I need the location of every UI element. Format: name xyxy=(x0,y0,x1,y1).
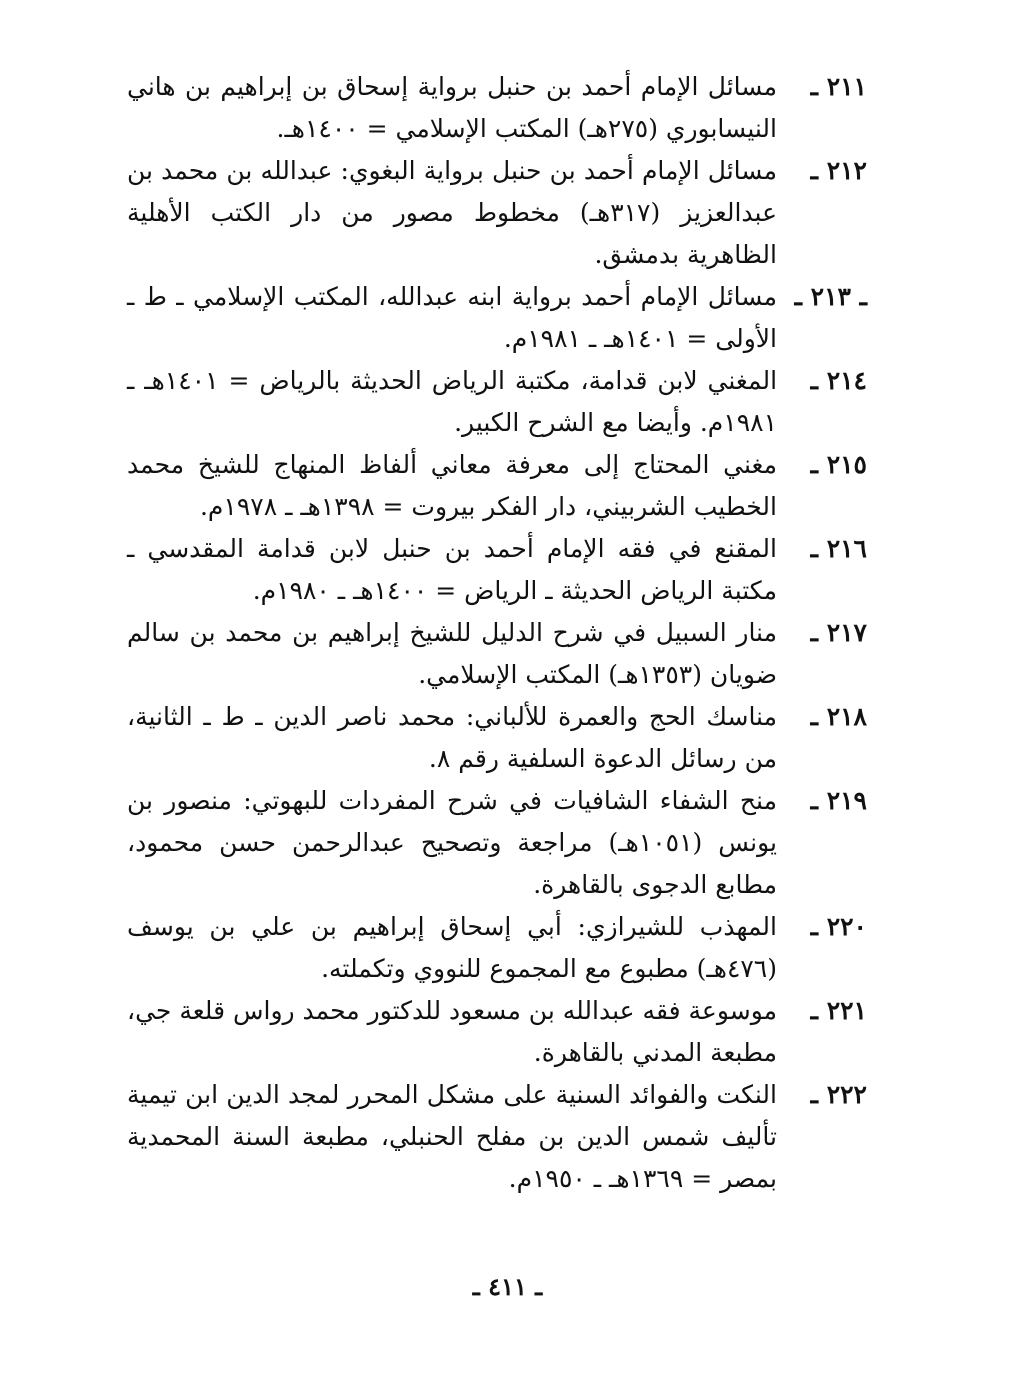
entry-text: مسائل الإمام أحمد برواية ابنه عبدالله، المكتب الإسلامي ـ ط ـ الأولى = ١٤٠١هـ ـ ١٩٨١م. xyxy=(127,282,777,353)
bibliography-entry xyxy=(127,66,867,150)
entry-text: منار السبيل في شرح الدليل للشيخ إبراهيم بن محمد بن سالم ضويان (١٣٥٣هـ) المكتب الإسلامي. xyxy=(127,618,777,689)
entry-number: ٢١٢ ـ xyxy=(810,156,867,185)
entry-text: موسوعة فقه عبدالله بن مسعود للدكتور محمد رواس قلعة جي، مطبعة المدني بالقاهرة. xyxy=(127,996,777,1067)
entry-text: مغني المحتاج إلى معرفة معاني ألفاظ المنهاج للشيخ محمد الخطيب الشربيني، دار الفكر بيروت = ١٣٩٨هـ ـ ١٩٧٨م. xyxy=(127,450,777,521)
bibliography-entry xyxy=(127,528,867,612)
bibliography-entry xyxy=(127,696,867,780)
entry-number: ٢٢١ ـ xyxy=(810,996,867,1025)
entry-number: ٢١٥ ـ xyxy=(810,450,867,479)
entry-text: المهذب للشيرازي: أبي إسحاق إبراهيم بن علي بن يوسف (٤٧٦هـ) مطبوع مع المجموع للنووي وتكملته. xyxy=(127,912,777,983)
entry-text: المغني لابن قدامة، مكتبة الرياض الحديثة بالرياض = ١٤٠١هـ ـ ١٩٨١م. وأيضا مع الشرح الكبير. xyxy=(127,366,778,437)
entry-number: ٢١٦ ـ xyxy=(810,534,867,563)
entry-number: ٢١١ ـ xyxy=(810,72,867,101)
entry-number: ٢١٩ ـ xyxy=(810,786,867,815)
entry-number: ٢٢٠ ـ xyxy=(810,912,867,941)
entry-text: مسائل الإمام أحمد بن حنبل برواية البغوي: عبدالله بن محمد بن عبدالعزيز (٣١٧هـ) مخطوط مصور من دار الكتب الأهلية الظاهرية بدمشق. xyxy=(127,156,778,269)
bibliography-list xyxy=(127,66,867,1200)
entry-text: مناسك الحج والعمرة للألباني: محمد ناصر الدين ـ ط ـ الثانية، من رسائل الدعوة السلفية رقم ٨. xyxy=(127,702,777,773)
entry-text: المقنع في فقه الإمام أحمد بن حنبل لابن قدامة المقدسي ـ مكتبة الرياض الحديثة ـ الرياض = ١٤٠٠هـ ـ ١٩٨٠م. xyxy=(127,534,777,605)
entry-number: ٢١٧ ـ xyxy=(810,618,867,647)
bibliography-entry xyxy=(127,906,867,990)
bibliography-entry xyxy=(127,276,867,360)
entry-text: منح الشفاء الشافيات في شرح المفردات للبهوتي: منصور بن يونس (١٠٥١هـ) مراجعة وتصحيح عبدالرحمن حسن محمود، مطابع الدجوى بالقاهرة. xyxy=(127,786,777,899)
bibliography-entry xyxy=(127,360,867,444)
bibliography-entry xyxy=(127,612,867,696)
bibliography-entry xyxy=(127,780,867,906)
entry-number: ٢٢٢ ـ xyxy=(810,1080,867,1109)
entry-number: ـ ٢١٣ ـ xyxy=(794,282,867,311)
bibliography-entry xyxy=(127,444,867,528)
entry-number: ٢١٨ ـ xyxy=(810,702,867,731)
page-number: ـ ٤١١ ـ xyxy=(472,1272,543,1301)
bibliography-entry xyxy=(127,1074,867,1200)
bibliography-entry xyxy=(127,150,867,276)
entry-text: النكت والفوائد السنية على مشكل المحرر لمجد الدين ابن تيمية تأليف شمس الدين بن مفلح الحنبلي، مطبعة السنة المحمدية بمصر = ١٣٦٩هـ ـ ١٩٥٠م. xyxy=(127,1080,777,1193)
bibliography-entry xyxy=(127,990,867,1074)
entry-text: مسائل الإمام أحمد بن حنبل برواية إسحاق بن إبراهيم بن هاني النيسابوري (٢٧٥هـ) المكتب الإسلامي = ١٤٠٠هـ. xyxy=(127,72,777,143)
entry-number: ٢١٤ ـ xyxy=(810,366,867,395)
